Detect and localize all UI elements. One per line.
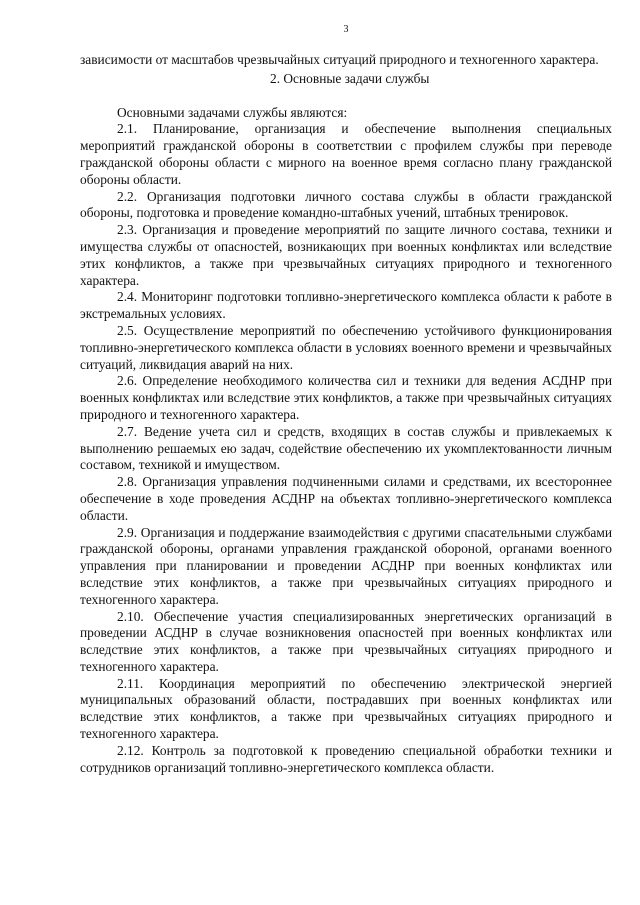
task-item-2-5: 2.5. Осуществление мероприятий по обеспечению устойчивого функционирования топливно-энергетического комплекса области в условиях военного времени и чрезвычайных ситуаций, ликвидация аварий на них.	[80, 322, 612, 372]
page-number: 3	[343, 24, 349, 35]
document-body	[80, 52, 612, 776]
task-list	[80, 121, 612, 776]
intro-paragraph: Основными задачами службы являются:	[117, 104, 348, 120]
task-item-2-10: 2.10. Обеспечение участия специализированных энергетических организаций в проведении АСДНР в случае возникновения опасностей при военных конфликтах или вследствие этих конфликтов, а также при чрезвычайных ситуациях природного и техногенного характера.	[80, 608, 612, 674]
task-item-2-7: 2.7. Ведение учета сил и средств, входящих в состав службы и привлекаемых к выполнению решаемых ею задач, содействие обеспечению их укомплектованности личным составом, техникой и имуществом.	[80, 423, 612, 473]
task-item-2-9: 2.9. Организация и поддержание взаимодействия с другими спасательными службами гражданской обороны, органами управления гражданской обороной, органами военного управления при планировании и проведении АСДНР при военных конфликтах или вследствие этих конфликтов, а также при чрезвычайных ситуациях природного и техногенного характера.	[80, 524, 612, 607]
task-item-2-8: 2.8. Организация управления подчиненными силами и средствами, их всестороннее обеспечение в ходе проведения АСДНР на объектах топливно-энергетического комплекса области.	[80, 474, 612, 523]
task-item-2-1: 2.1. Планирование, организация и обеспечение выполнения специальных мероприятий гражданской обороны в соответствии с профилем службы при переводе гражданской обороны области с мирного на военное время согласно плану гражданской обороны области.	[80, 121, 612, 187]
continuation-paragraph: зависимости от масштабов чрезвычайных ситуаций природного и техногенного характера.	[80, 52, 599, 67]
task-item-2-3: 2.3. Организация и проведение мероприятий по защите личного состава, техники и имущества службы от опасностей, возникающих при военных конфликтах или вследствие этих конфликтов, а также при чрезвычайных ситуациях природного и техногенного характера.	[80, 222, 612, 288]
task-item-2-12: 2.12. Контроль за подготовкой к проведению специальной обработки техники и сотрудников организаций топливно-энергетического комплекса области.	[80, 742, 612, 775]
section-title: 2. Основные задачи службы	[270, 70, 430, 86]
paragraph-gap	[80, 88, 612, 105]
task-item-2-4: 2.4. Мониторинг подготовки топливно-энергетического комплекса области к работе в экстремальных условиях.	[80, 289, 612, 322]
task-item-2-6: 2.6. Определение необходимого количества сил и техники для ведения АСДНР при военных конфликтах или вследствие этих конфликтов, а также при чрезвычайных ситуациях природного и техногенного характера.	[80, 373, 612, 422]
task-item-2-11: 2.11. Координация мероприятий по обеспечению электрической энергией муниципальных образований области, пострадавших при военных конфликтах или вследствие этих конфликтов, а также при чрезвычайных ситуациях природного и техногенного характера.	[80, 675, 612, 742]
task-item-2-2: 2.2. Организация подготовки личного состава службы в области гражданской обороны, подготовка и проведение командно-штабных учений, штабных тренировок.	[80, 188, 612, 221]
